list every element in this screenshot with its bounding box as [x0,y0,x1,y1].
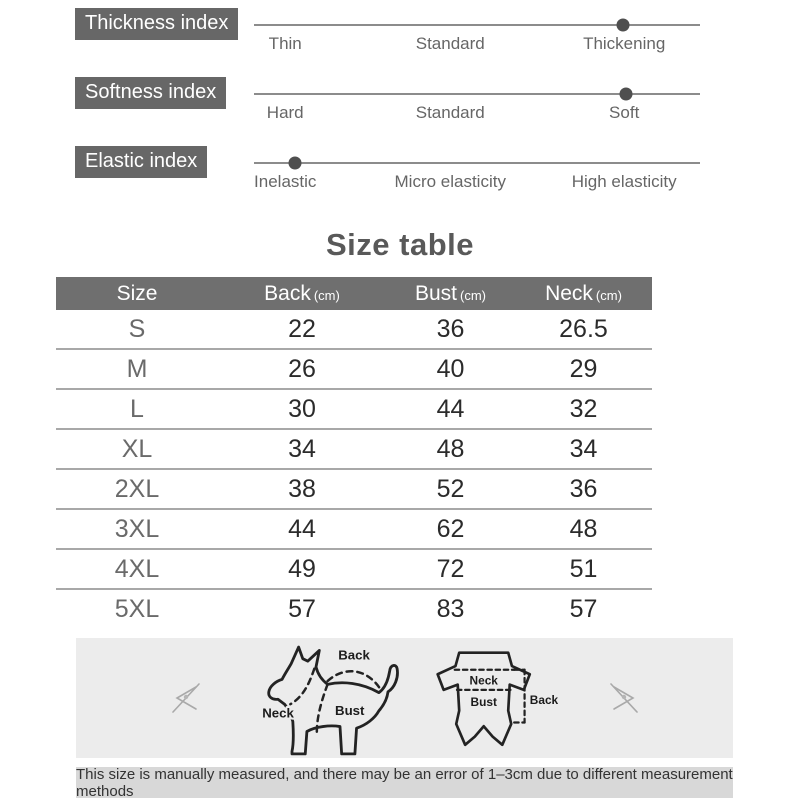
measurement-note: This size is manually measured, and there may be an error of 1–3cm due to different measurement methods [76,765,733,800]
unit-label: (cm) [460,287,487,303]
cell-size: 4XL [114,554,160,583]
tick-label: Thin [268,34,302,53]
tick-label: Standard [415,103,485,122]
cell-neck: 51 [569,554,598,583]
shirt-neck-label: Neck [469,673,498,688]
index-sliders [75,0,700,215]
cell-bust: 40 [436,354,465,383]
dog-outline [268,647,397,754]
cell-back: 22 [288,314,316,343]
cell-neck: 48 [569,514,598,543]
thickness-index-track [254,8,700,68]
prev-arrow-icon [166,675,204,721]
slider-dot [616,19,629,32]
cell-size: 3XL [114,514,160,543]
table-row [56,350,652,390]
size-table [56,277,652,628]
cell-back: 49 [288,554,316,583]
cell-bust: 62 [436,514,465,543]
dog-neck-measure-line [290,669,314,705]
cell-back: 30 [288,394,316,423]
cell-size: M [126,354,148,383]
tick-label: Soft [609,103,640,122]
slider-line [254,162,700,164]
shirt-measurement-diagram [428,642,558,754]
softness-index-track [254,77,700,137]
cell-bust: 72 [436,554,465,583]
cell-neck: 34 [569,434,598,463]
dog-measurement-diagram [256,638,424,758]
cell-size: L [130,394,144,423]
softness-index-label: Softness index [75,77,226,109]
header-cell-back: Back (cm) [264,281,340,305]
cell-bust: 44 [436,394,465,423]
slider-dot [289,157,302,170]
cell-back: 34 [288,434,316,463]
table-row [56,470,652,510]
cell-back: 38 [288,474,316,503]
cell-neck: 26.5 [559,314,608,343]
thickness-index-label: Thickness index [75,8,238,40]
unit-label: (cm) [313,287,340,303]
table-row [56,310,652,350]
slider-dot [620,88,633,101]
softness-index-row [75,77,700,146]
cell-size: 2XL [114,474,160,503]
header-cell-bust: Bust (cm) [414,281,487,305]
cell-neck: 29 [569,354,598,383]
header-cell-size: Size [116,281,158,305]
elastic-index-label: Elastic index [75,146,207,178]
table-row [56,430,652,470]
cell-neck: 32 [569,394,598,423]
cell-neck: 36 [569,474,598,503]
shirt-back-label: Back [529,692,558,707]
cell-back: 57 [288,594,316,623]
cell-size: XL [121,434,153,463]
slider-line [254,93,700,95]
page-title: Size table [326,227,474,262]
cell-bust: 83 [436,594,465,623]
cell-bust: 48 [436,434,465,463]
dog-back-measure-line [327,671,380,689]
cell-size: S [128,314,146,343]
tick-label: Micro elasticity [394,172,506,191]
tick-label: Thickening [583,34,666,53]
unit-label: (cm) [595,287,622,303]
cell-bust: 36 [436,314,465,343]
table-header-row [56,277,652,310]
table-row [56,550,652,590]
tick-label: High elasticity [571,172,677,191]
tick-label: Inelastic [254,172,317,191]
tick-label: Standard [415,34,485,53]
shirt-bust-label: Bust [470,695,497,710]
slider-line [254,24,700,26]
cell-size: 5XL [114,594,160,623]
cell-back: 44 [288,514,316,543]
thickness-index-row [75,8,700,77]
measurement-diagram-strip [76,638,733,758]
dog-bust-label: Bust [334,702,364,718]
cell-back: 26 [288,354,316,383]
cell-bust: 52 [436,474,465,503]
next-arrow-icon [606,675,644,721]
cell-neck: 57 [569,594,598,623]
elastic-index-row [75,146,700,215]
dog-neck-label: Neck [261,705,294,721]
dog-back-label: Back [337,647,370,663]
elastic-index-track [254,146,700,206]
table-row [56,390,652,430]
table-row [56,510,652,550]
tick-label: Hard [266,103,304,122]
header-cell-neck: Neck (cm) [545,281,622,305]
table-row [56,590,652,628]
